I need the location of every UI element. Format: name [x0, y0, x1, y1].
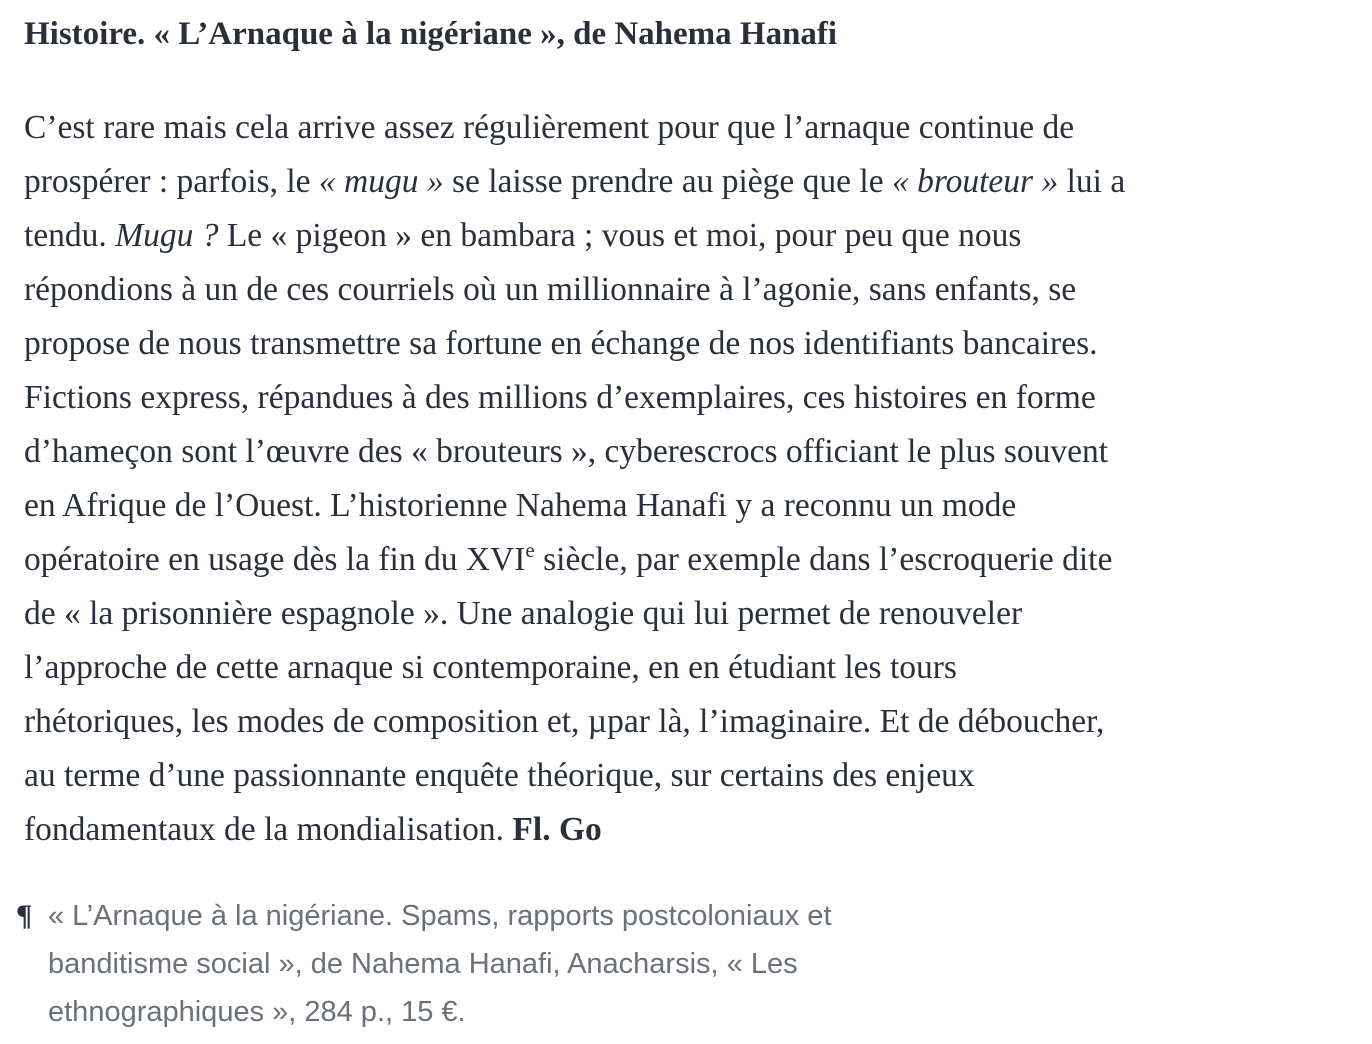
body-line: en Afrique de l’Ouest. L’historienne Nahema Hanafi y a reconnu un mode	[24, 487, 1017, 524]
body-line	[24, 209, 1364, 263]
body-line	[24, 803, 1364, 857]
italic-term-mugu: « mugu »	[318, 163, 444, 200]
author-signature: Fl. Go	[512, 811, 602, 848]
body-text: Le « pigeon » en bambara ; vous et moi, pour peu que nous	[218, 217, 1022, 254]
body-text: lui a	[1058, 163, 1126, 200]
italic-term-brouteur: « brouteur »	[891, 163, 1059, 200]
body-text: fondamentaux de la mondialisation.	[24, 811, 513, 848]
body-line: C’est rare mais cela arrive assez régulièrement pour que l’arnaque continue de	[24, 109, 1075, 146]
article-headline: Histoire. « L’Arnaque à la nigériane », de Nahema Hanafi	[24, 16, 838, 52]
reference-line: ethnographiques », 284 p., 15 €.	[48, 996, 466, 1028]
body-line: répondions à un de ces courriels où un millionnaire à l’agonie, sans enfants, se	[24, 271, 1077, 308]
reference-line: banditisme social », de Nahema Hanafi, Anacharsis, « Les	[48, 948, 798, 980]
body-line: au terme d’une passionnante enquête théorique, sur certains des enjeux	[24, 757, 975, 794]
body-text: prospérer : parfois, le	[24, 163, 319, 200]
body-line: de « la prisonnière espagnole ». Une analogie qui lui permet de renouveler	[24, 595, 1023, 632]
body-line: rhétoriques, les modes de composition et, µpar là, l’imaginaire. Et de déboucher,	[24, 703, 1105, 740]
body-line: l’approche de cette arnaque si contemporaine, en en étudiant les tours	[24, 649, 957, 686]
body-text: siècle, par exemple dans l’escroquerie dite	[534, 541, 1113, 578]
body-text: tendu.	[24, 217, 116, 254]
body-line	[24, 155, 1364, 209]
article-body	[24, 101, 1364, 857]
body-line: d’hameçon sont l’œuvre des « brouteurs », cyberescrocs officiant le plus souvent	[24, 433, 1109, 470]
century-superscript: e	[525, 538, 535, 562]
body-text: se laisse prendre au piège que le	[443, 163, 892, 200]
italic-term-mugu-question: Mugu ?	[115, 217, 219, 254]
body-line	[24, 533, 1364, 587]
body-text: opératoire en usage dès la fin du XVI	[24, 541, 526, 578]
body-line: propose de nous transmettre sa fortune en échange de nos identifiants bancaires.	[24, 325, 1098, 362]
body-line: Fictions express, répandues à des millions d’exemplaires, ces histoires en forme	[24, 379, 1096, 416]
pilcrow-icon: ¶	[16, 899, 33, 932]
reference-text	[48, 892, 968, 1036]
reference-line: « L’Arnaque à la nigériane. Spams, rapports postcoloniaux et	[48, 900, 832, 932]
